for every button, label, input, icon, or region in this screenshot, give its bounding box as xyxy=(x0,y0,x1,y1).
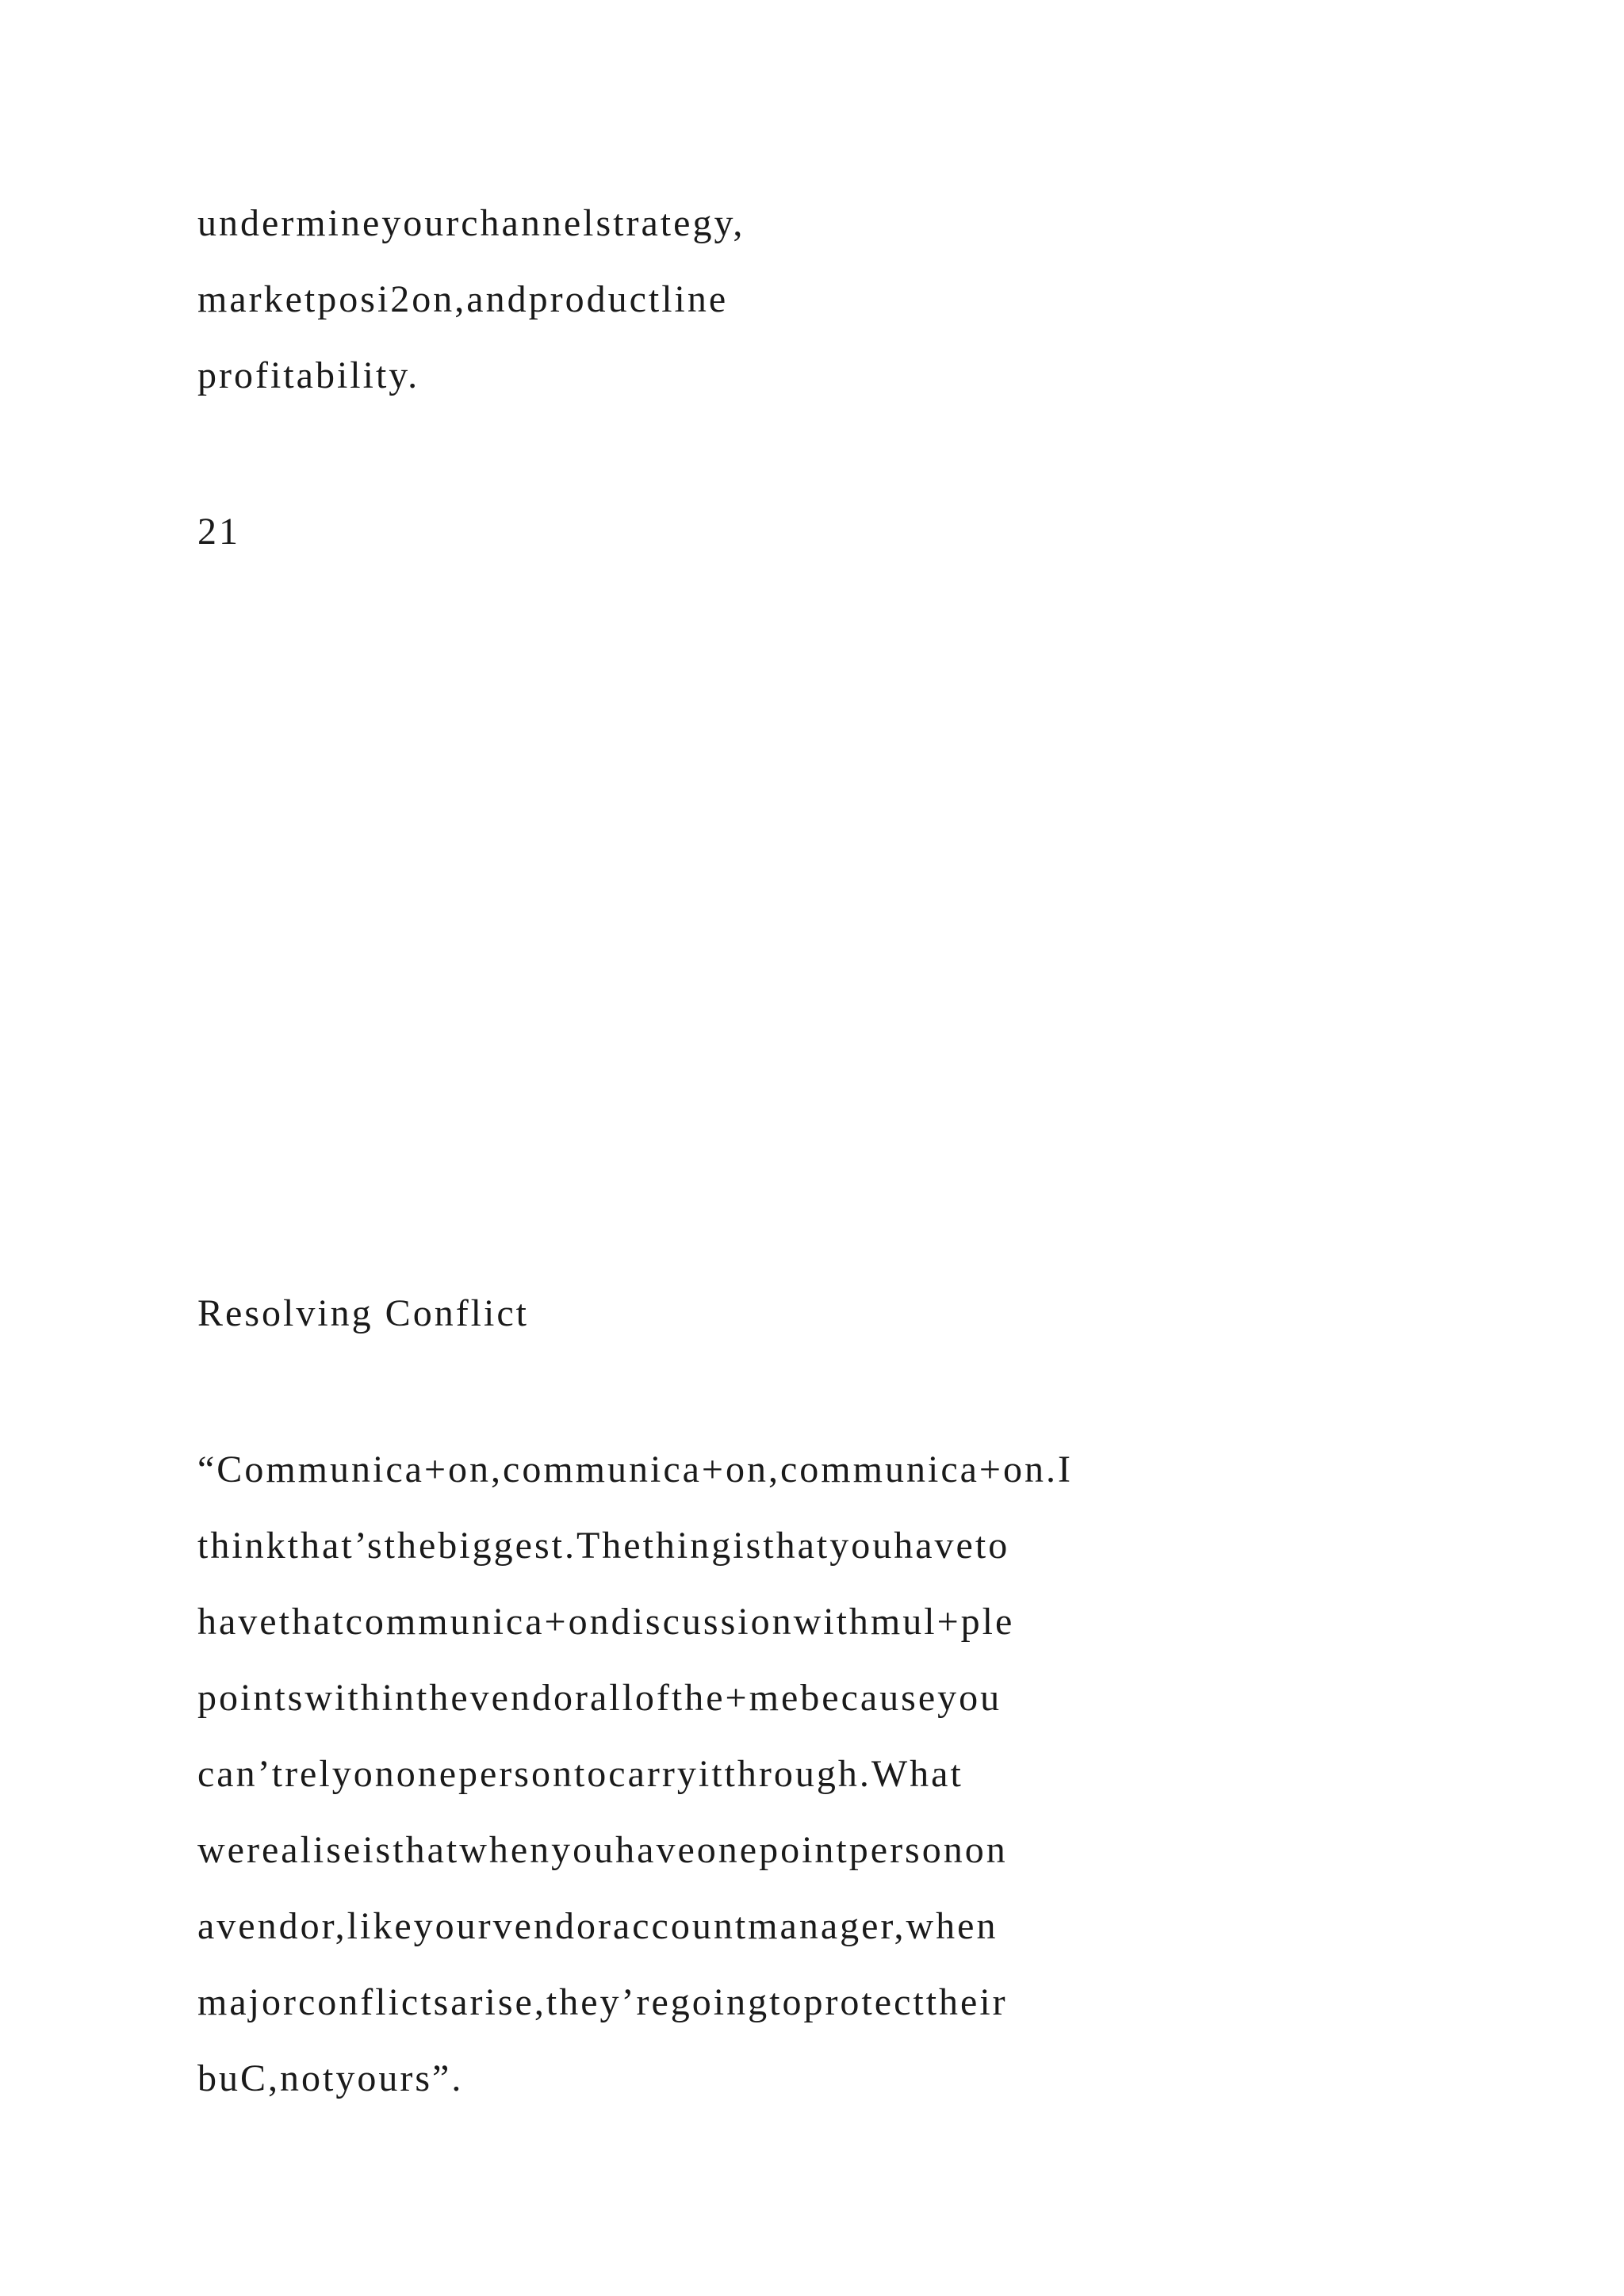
quote-line-3: havethatcommunica+ondiscussionwithmul+ple xyxy=(197,1601,1015,1643)
section-heading: Resolving Conflict xyxy=(197,1292,529,1334)
quote-line-8: majorconflictsarise,they’regoingtoprotecttheir xyxy=(197,1981,1008,2023)
quote-line-2: thinkthat’sthebiggest.Thethingisthatyouhaveto xyxy=(197,1525,1010,1567)
quote-line-9: buC,notyours”. xyxy=(197,2057,464,2099)
paragraph-line-3: profitability. xyxy=(197,354,420,396)
quote-line-4: pointswithinthevendorallofthe+mebecauseyou xyxy=(197,1677,1002,1719)
quote-line-1: “Communica+on,communica+on,communica+on.I xyxy=(197,1448,1073,1490)
quote-line-5: can’trelyononepersontocarryitthrough.What xyxy=(197,1753,963,1795)
page-number: 21 xyxy=(197,511,240,553)
paragraph-line-2: marketposi2on,andproductline xyxy=(197,278,729,320)
quote-line-6: werealiseisthatwhenyouhaveonepointpersonon xyxy=(197,1829,1008,1871)
paragraph-line-1: undermineyourchannelstrategy, xyxy=(197,202,745,244)
quote-line-7: avendor,likeyourvendoraccountmanager,when xyxy=(197,1905,998,1947)
